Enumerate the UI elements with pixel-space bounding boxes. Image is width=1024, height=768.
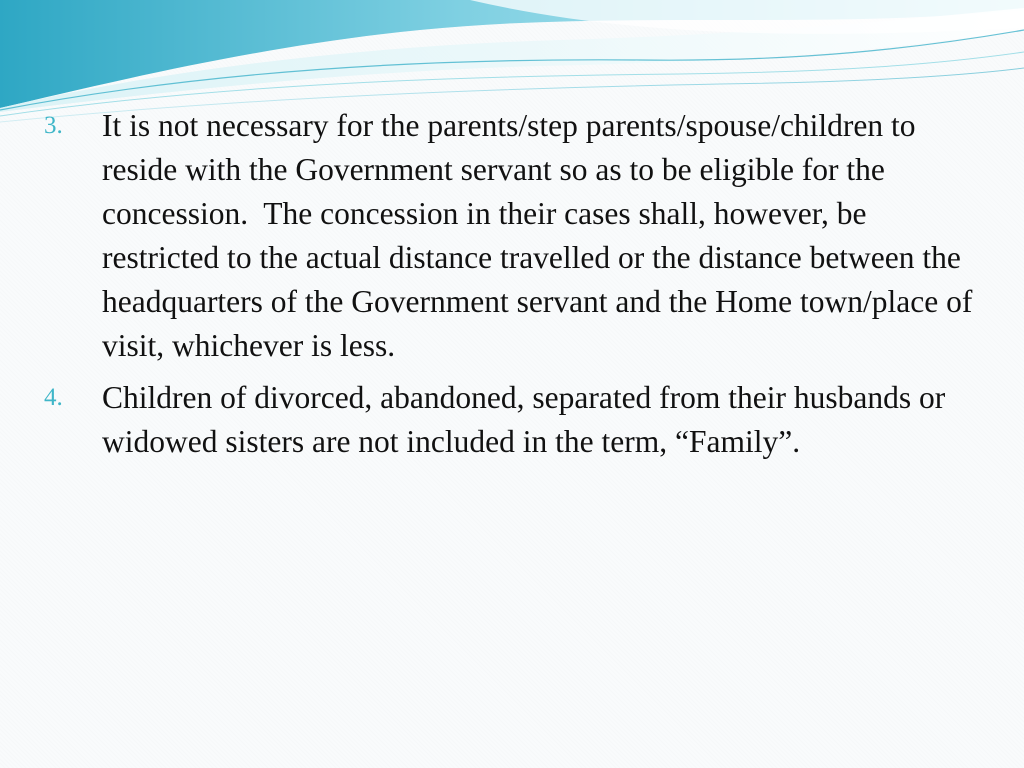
slide-body [40, 104, 980, 472]
list-item [40, 104, 980, 368]
list-number: 4. [44, 384, 63, 411]
list-text: Children of divorced, abandoned, separated from their husbands or widowed sisters are not included in the term, “Family”. [102, 380, 954, 459]
numbered-list [40, 104, 980, 464]
list-number: 3. [44, 112, 63, 139]
list-item [40, 376, 980, 464]
list-text: It is not necessary for the parents/step parents/spouse/children to reside with the Government servant so as to be eligible for the concession. The concession in their cases shall, however, be restricted to the actual distance travelled or the distance between the headquarters of the Government servant and the Home town/place of visit, whichever is less. [102, 108, 981, 363]
